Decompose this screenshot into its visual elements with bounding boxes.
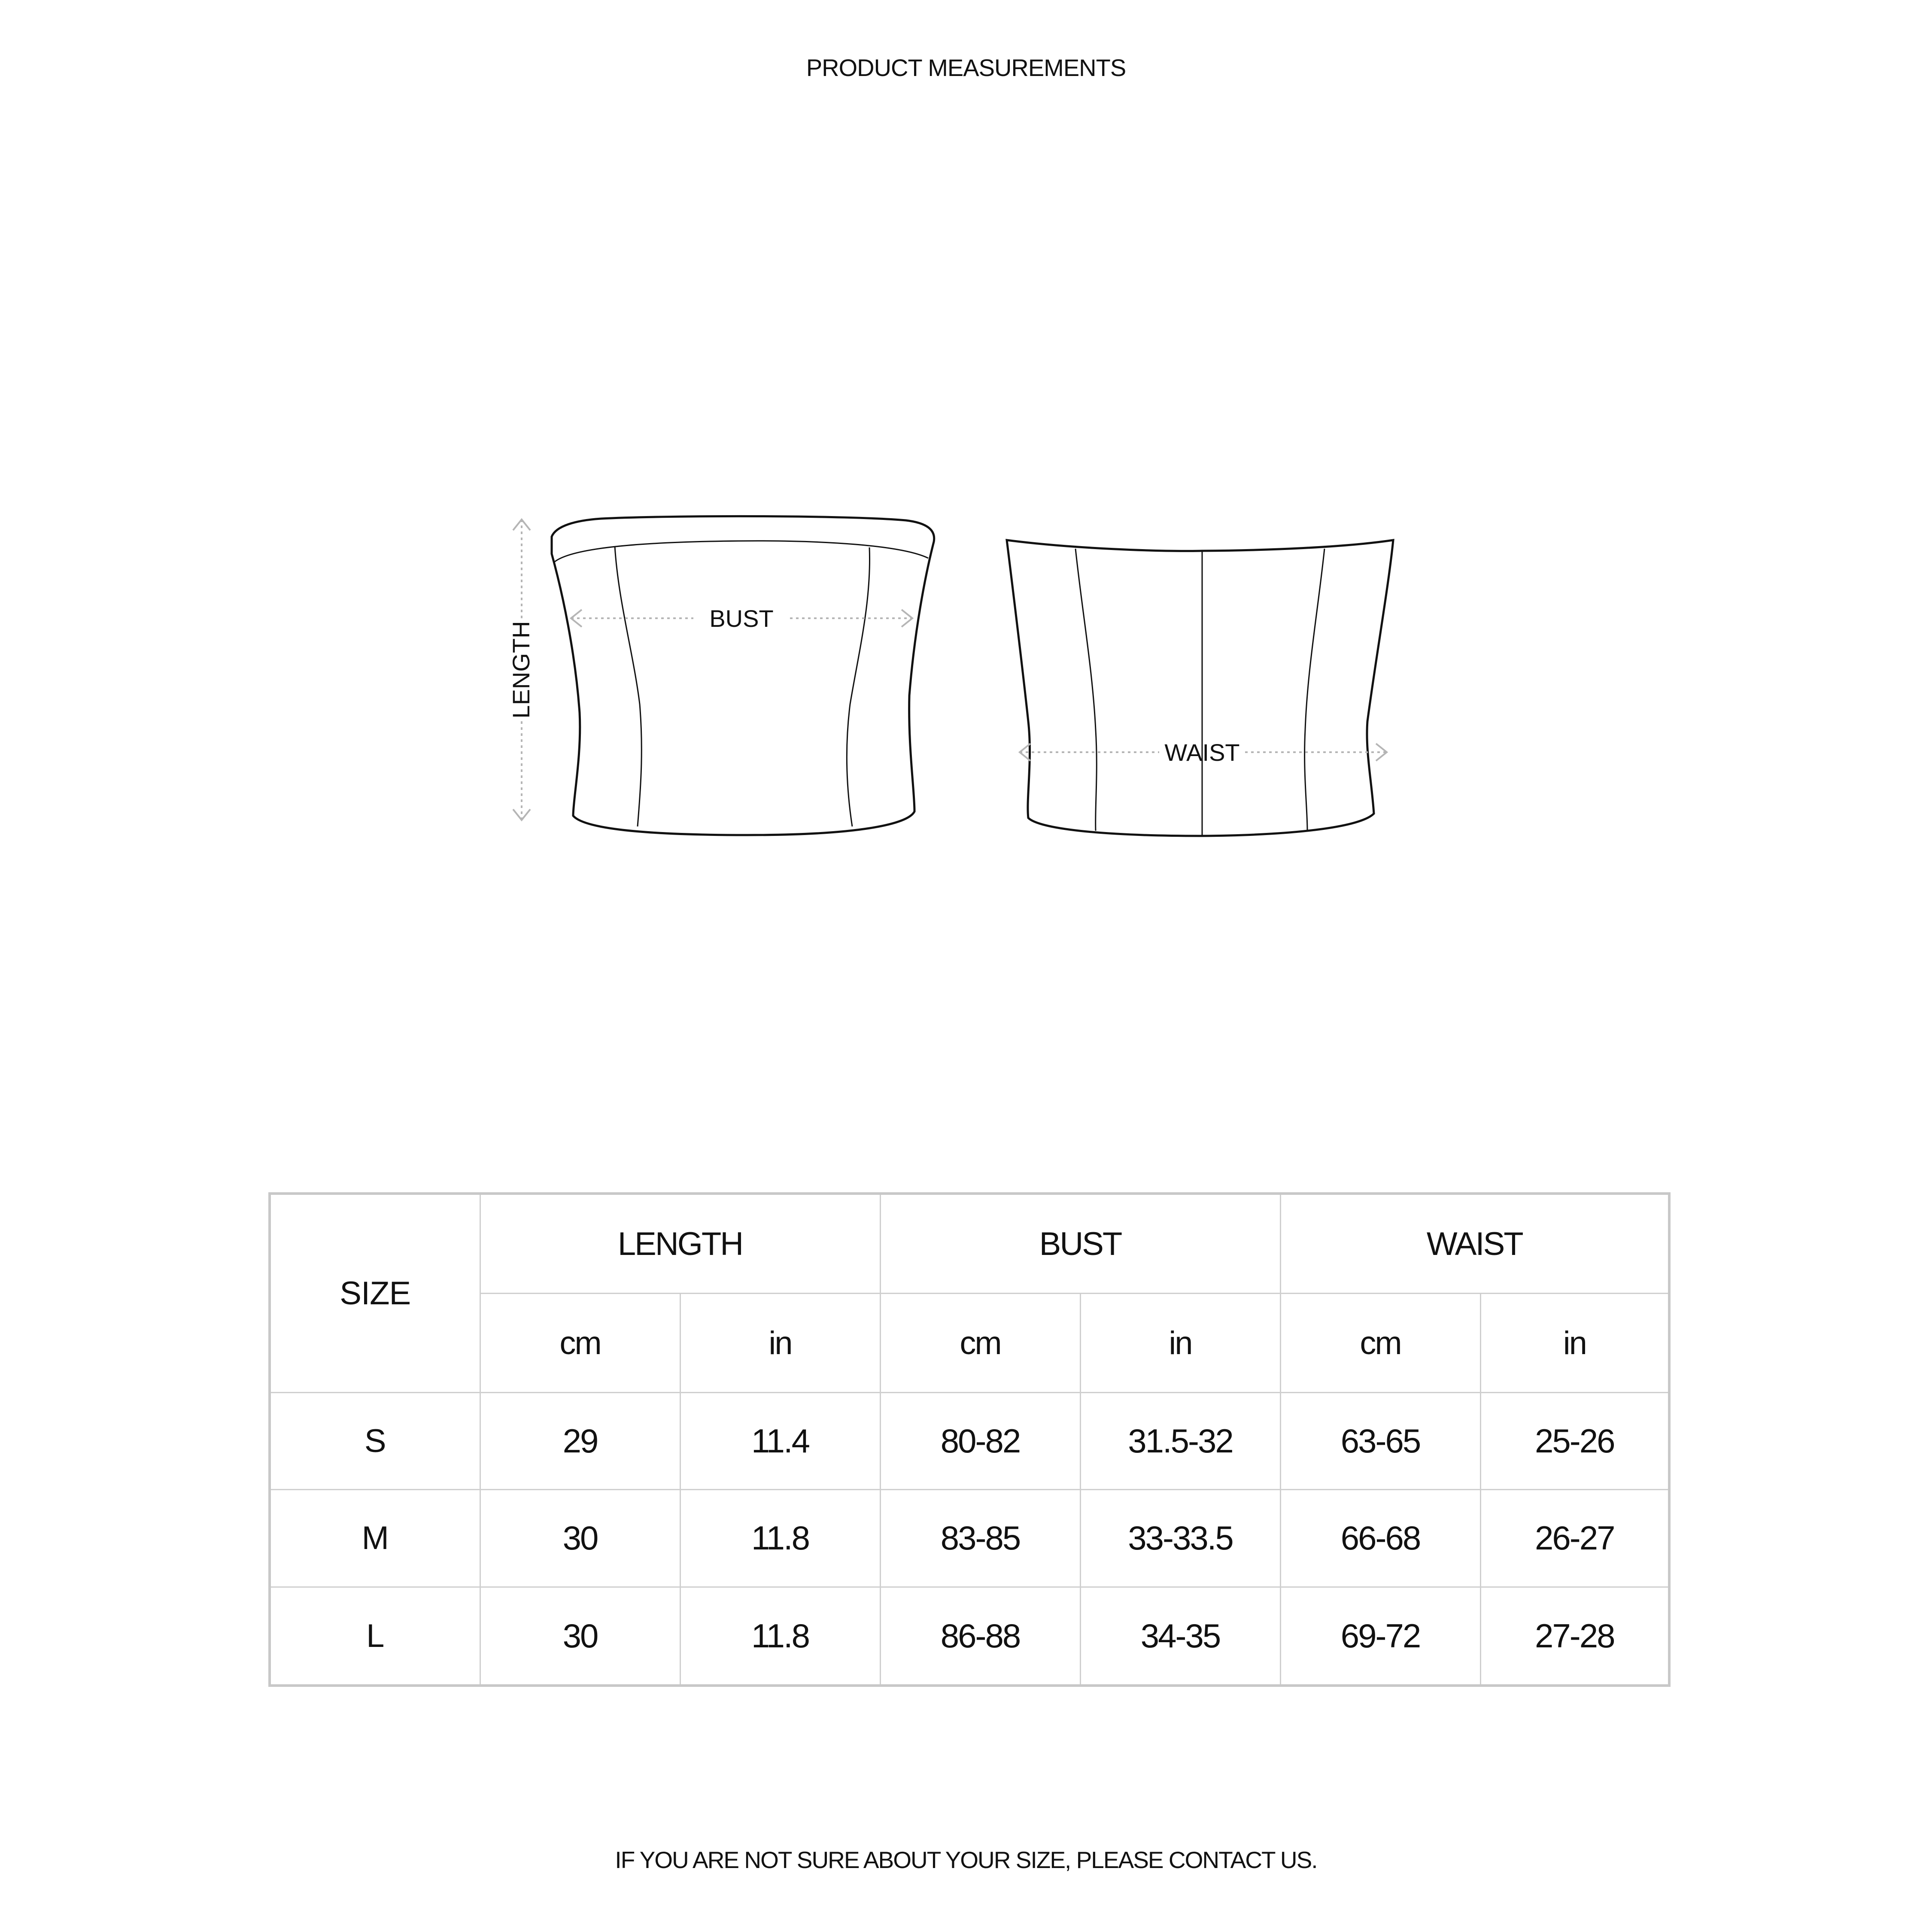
- bust-in-header: in: [1080, 1294, 1280, 1393]
- size-cell: M: [270, 1490, 480, 1587]
- table-header-row: [270, 1194, 1669, 1294]
- waist-cm-header: cm: [1280, 1294, 1480, 1393]
- waist-cm-cell: 66-68: [1280, 1490, 1480, 1587]
- waist-in-cell: 27-28: [1480, 1587, 1669, 1686]
- contact-note: IF YOU ARE NOT SURE ABOUT YOUR SIZE, PLEASE CONTACT US.: [615, 1847, 1317, 1873]
- waist-header: WAIST: [1280, 1194, 1669, 1294]
- waist-in-header: in: [1480, 1294, 1669, 1393]
- length-in-cell: 11.8: [680, 1587, 880, 1686]
- size-cell: S: [270, 1393, 480, 1490]
- bust-cm-cell: 80-82: [880, 1393, 1080, 1490]
- length-cm-header: cm: [480, 1294, 680, 1393]
- table-row: [270, 1587, 1669, 1686]
- length-cm-cell: 29: [480, 1393, 680, 1490]
- length-in-cell: 11.4: [680, 1393, 880, 1490]
- size-chart-table: [268, 1192, 1671, 1687]
- back-right-seam: [1305, 549, 1324, 831]
- bust-cm-header: cm: [880, 1294, 1080, 1393]
- bust-label: BUST: [709, 605, 774, 632]
- back-view: [1007, 540, 1393, 836]
- length-label: LENGTH: [507, 621, 535, 719]
- waist-in-cell: 25-26: [1480, 1393, 1669, 1490]
- length-in-cell: 11.8: [680, 1490, 880, 1587]
- back-outline: [1007, 540, 1393, 836]
- bust-cm-cell: 86-88: [880, 1587, 1080, 1686]
- waist-in-cell: 26-27: [1480, 1490, 1669, 1587]
- front-view: [507, 516, 934, 835]
- table-row: [270, 1490, 1669, 1587]
- front-left-seam: [615, 546, 641, 826]
- length-cm-cell: 30: [480, 1490, 680, 1587]
- bust-header: BUST: [880, 1194, 1280, 1294]
- size-cell: L: [270, 1587, 480, 1686]
- waist-cm-cell: 63-65: [1280, 1393, 1480, 1490]
- length-in-header: in: [680, 1294, 880, 1393]
- waist-cm-cell: 69-72: [1280, 1587, 1480, 1686]
- size-header: SIZE: [270, 1194, 480, 1393]
- waist-label: WAIST: [1164, 739, 1240, 766]
- front-neck-band: [554, 541, 928, 562]
- table-row: [270, 1393, 1669, 1490]
- bust-in-cell: 31.5-32: [1080, 1393, 1280, 1490]
- bust-in-cell: 33-33.5: [1080, 1490, 1280, 1587]
- front-outline: [552, 516, 934, 835]
- bust-cm-cell: 83-85: [880, 1490, 1080, 1587]
- bust-in-cell: 34-35: [1080, 1587, 1280, 1686]
- front-right-seam: [847, 547, 869, 826]
- length-cm-cell: 30: [480, 1587, 680, 1686]
- page-title: PRODUCT MEASUREMENTS: [806, 54, 1126, 81]
- garment-diagram: [0, 0, 1932, 945]
- back-left-seam: [1075, 549, 1097, 831]
- length-header: LENGTH: [480, 1194, 880, 1294]
